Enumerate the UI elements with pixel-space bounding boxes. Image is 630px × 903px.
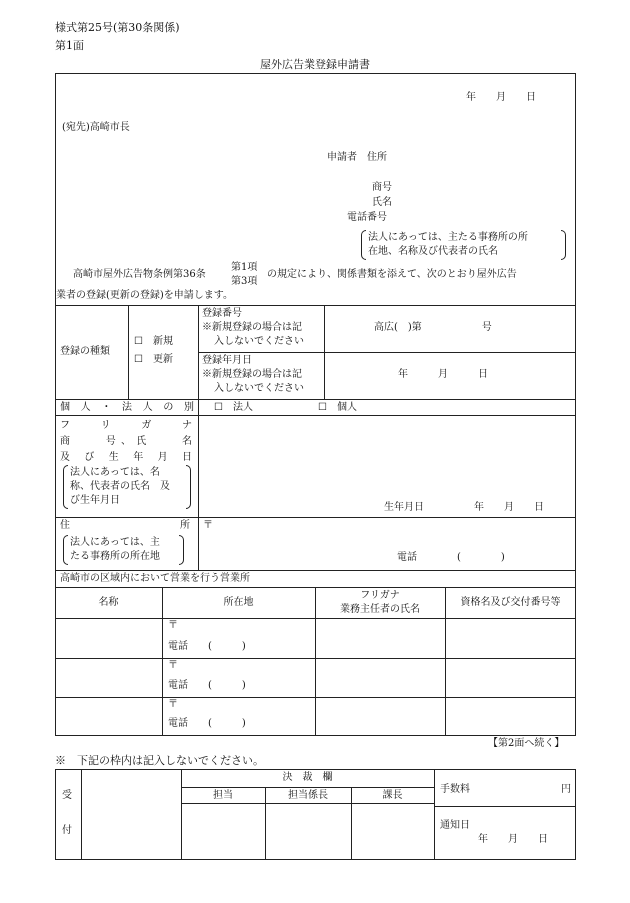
application-date[interactable]: 年 月 日 xyxy=(466,92,536,103)
section-chief-header: 課長 xyxy=(382,790,403,801)
divider xyxy=(55,415,576,416)
address-note-1: 法人にあっては、主 xyxy=(70,537,160,548)
form-title: 屋外広告業登録申請書 xyxy=(260,58,370,71)
divider xyxy=(55,399,576,400)
address-label: 住 所 xyxy=(60,520,190,531)
furigana-label: フ リ ガ ナ xyxy=(60,420,192,431)
new-note-line2: 入しないでください xyxy=(214,336,304,347)
offices-heading: 高崎市の区域内において営業を行う営業所 xyxy=(60,573,250,584)
corp-note-line2: 在地、名称及び代表者の氏名 xyxy=(368,246,498,257)
divider xyxy=(198,352,576,353)
new-registration-checkbox[interactable]: ☐ 新規 xyxy=(134,336,173,347)
address-postal[interactable]: 〒 xyxy=(203,520,213,531)
divider xyxy=(55,570,576,571)
notice-date-label: 通知日 xyxy=(440,820,470,831)
applicant-corp-note-1: 法人にあっては、名 xyxy=(70,467,160,478)
receipt-char-2: 付 xyxy=(62,825,72,836)
corporate-checkbox[interactable]: ☐ 法人 xyxy=(214,402,253,413)
col-furigana-header: フリガナ xyxy=(360,590,400,601)
divider xyxy=(198,305,199,399)
left-bracket xyxy=(63,465,68,509)
registration-date-label: 登録年月日 xyxy=(202,355,252,366)
page-number: 第1面 xyxy=(55,39,84,52)
divider xyxy=(81,769,82,860)
new-note-line1: ※新規登録の場合は記 xyxy=(202,322,302,333)
statement-suffix: の規定により、関係書類を添えて、次のとおり屋外広告 xyxy=(267,269,517,280)
col-qualification-header: 資格名及び交付番号等 xyxy=(460,597,561,608)
new-note-line2: 入しないでください xyxy=(214,383,304,394)
continued-note: 【第2面へ続く】 xyxy=(488,738,565,749)
trade-name-and-name-label: 商 号、氏 名 xyxy=(60,436,192,447)
office-use-notice: ※ 下記の枠内は記入しないでください。 xyxy=(55,754,264,767)
in-charge-header: 担当 xyxy=(213,790,233,801)
left-bracket xyxy=(63,535,68,565)
divider xyxy=(324,305,325,399)
addressee: (宛先)高崎市長 xyxy=(62,122,130,133)
divider xyxy=(162,587,163,736)
applicant-corp-note-3: び生年月日 xyxy=(70,495,120,506)
registration-number-label: 登録番号 xyxy=(202,308,242,319)
birth-date-label: 及 び 生 年 月 日 xyxy=(60,452,192,463)
divider xyxy=(434,769,435,860)
col-name-header: 名称 xyxy=(98,597,119,608)
office-phone[interactable]: 電話 ( ) xyxy=(168,680,246,691)
trade-name-label[interactable]: 商号 xyxy=(372,182,392,193)
statement-line2: 業者の登録(更新の登録)を申請します。 xyxy=(56,290,234,301)
col-manager-header: 業務主任者の氏名 xyxy=(340,604,420,615)
clause-1: 第1項 xyxy=(231,262,258,273)
receipt-char-1: 受 xyxy=(62,790,72,801)
applicant-corp-note-2: 称、代表者の氏名 及 xyxy=(70,481,170,492)
divider xyxy=(198,399,199,517)
corp-note-line1: 法人にあっては、主たる事務所の所 xyxy=(368,232,528,243)
office-postal[interactable]: 〒 xyxy=(168,699,178,710)
divider xyxy=(181,803,434,804)
address-note-2: たる事務所の所在地 xyxy=(70,551,160,562)
office-phone[interactable]: 電話 ( ) xyxy=(168,641,246,652)
fee-label: 手数料 xyxy=(440,784,470,795)
name-label[interactable]: 氏名 xyxy=(372,197,392,208)
form-number: 様式第25号(第30条関係) xyxy=(55,21,180,34)
applicant-address-label[interactable]: 申請者 住所 xyxy=(327,152,387,163)
registration-kind-label: 登録の種類 xyxy=(60,346,110,357)
right-bracket xyxy=(186,465,191,509)
registration-number-value[interactable]: 高広( )第 号 xyxy=(374,322,492,333)
address-phone[interactable]: 電話 ( ) xyxy=(397,552,505,563)
office-postal[interactable]: 〒 xyxy=(168,620,178,631)
statement-prefix: 高崎市屋外広告物条例第36条 xyxy=(73,269,206,280)
divider xyxy=(198,517,199,570)
divider xyxy=(445,587,446,736)
applicant-birth-date[interactable]: 生年月日 年 月 日 xyxy=(384,502,544,513)
phone-label[interactable]: 電話番号 xyxy=(347,212,387,223)
col-location-header: 所在地 xyxy=(223,597,254,608)
decision-column-header: 決 裁 欄 xyxy=(282,772,333,783)
chief-in-charge-header: 担当係長 xyxy=(288,790,328,801)
divider xyxy=(128,305,129,399)
right-bracket xyxy=(179,535,184,565)
office-phone[interactable]: 電話 ( ) xyxy=(168,718,246,729)
individual-checkbox[interactable]: ☐ 個人 xyxy=(318,402,357,413)
notice-date-value: 年 月 日 xyxy=(478,834,548,845)
divider xyxy=(55,517,576,518)
office-postal[interactable]: 〒 xyxy=(168,660,178,671)
registration-date-value[interactable]: 年 月 日 xyxy=(398,369,488,380)
divider xyxy=(434,806,576,807)
clause-3: 第3項 xyxy=(231,276,258,287)
divider xyxy=(181,787,434,788)
renewal-checkbox[interactable]: ☐ 更新 xyxy=(134,354,173,365)
fee-unit: 円 xyxy=(561,784,571,795)
left-bracket xyxy=(361,230,366,260)
new-note-line1: ※新規登録の場合は記 xyxy=(202,369,302,380)
right-bracket xyxy=(561,230,566,260)
entity-type-label: 個 人 ・ 法 人 の 別 xyxy=(60,402,194,413)
divider xyxy=(55,305,576,306)
